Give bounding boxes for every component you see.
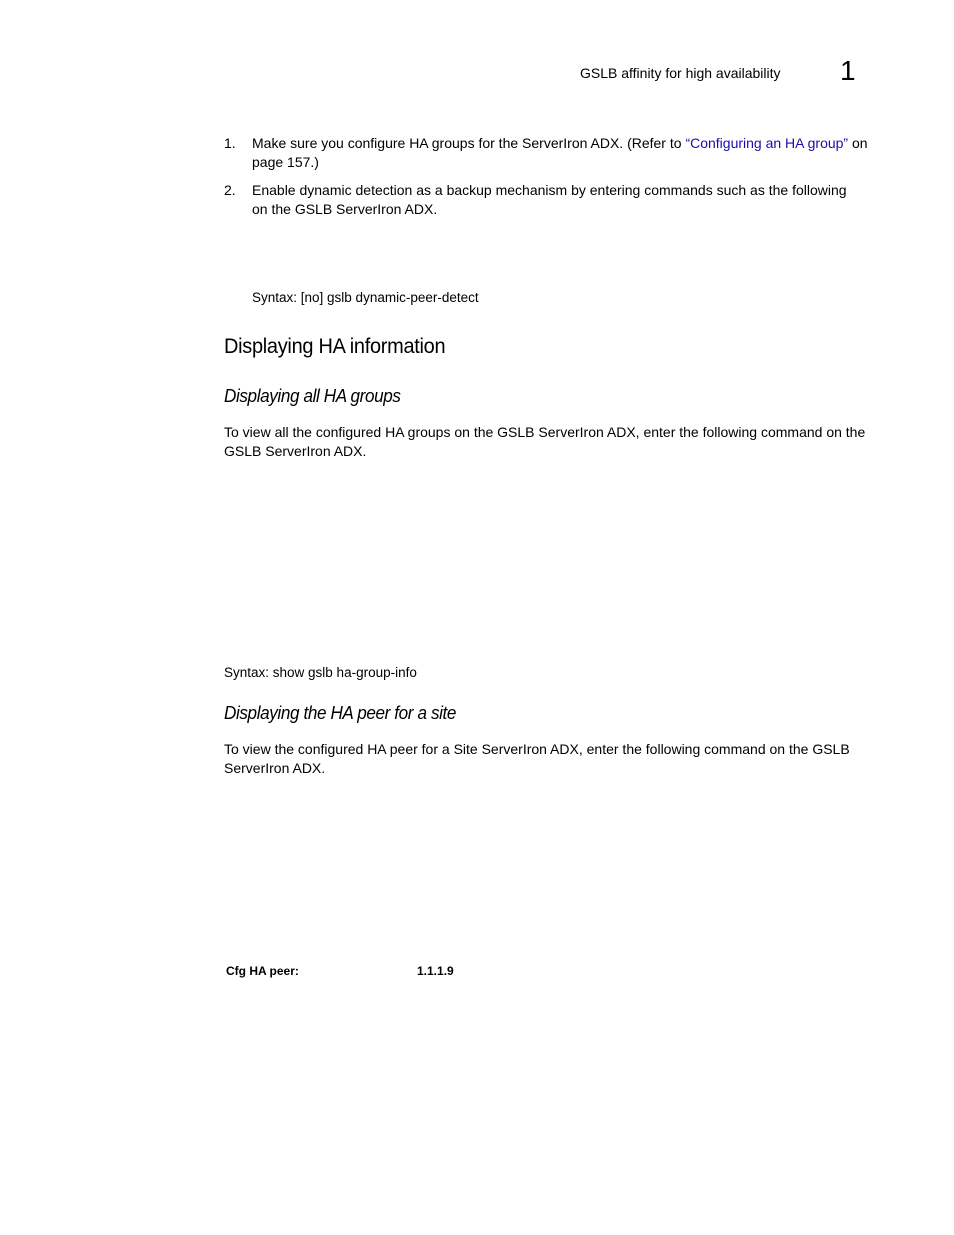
chapter-number: 1 [840,55,856,86]
configuring-ha-group-link[interactable]: “Configuring an HA group” [685,135,849,151]
paragraph-all-ha-groups: To view all the configured HA groups on the GSLB ServerIron ADX, enter the following command on the GSLB ServerIron ADX. [224,424,866,459]
output-label-cfg-ha-peer: Cfg HA peer: [226,964,299,978]
step-1-text [252,134,872,172]
step-2-text: Enable dynamic detection as a backup mechanism by entering commands such as the following on the GSLB ServerIron ADX. [252,182,847,217]
subheading-all-ha-groups: Displaying all HA groups [224,386,401,406]
section-heading: Displaying HA information [224,335,446,358]
output-value-ha-peer: 1.1.1.9 [417,964,454,978]
step-1-number: 1. [224,135,236,151]
running-header-title: GSLB affinity for high availability [580,65,781,81]
step-2-number: 2. [224,182,236,198]
step-1-text-after: on page 157.) [252,135,868,170]
syntax-show-ha-group-info: Syntax: show gslb ha-group-info [224,665,417,680]
step-1-text-before: Make sure you configure HA groups for the ServerIron ADX. (Refer to [252,135,686,151]
paragraph-ha-peer-site: To view the configured HA peer for a Site ServerIron ADX, enter the following command on the GSLB ServerIron ADX. [224,741,850,776]
subheading-ha-peer-site: Displaying the HA peer for a site [224,703,457,723]
syntax-dynamic-peer-detect: Syntax: [no] gslb dynamic-peer-detect [252,290,479,305]
